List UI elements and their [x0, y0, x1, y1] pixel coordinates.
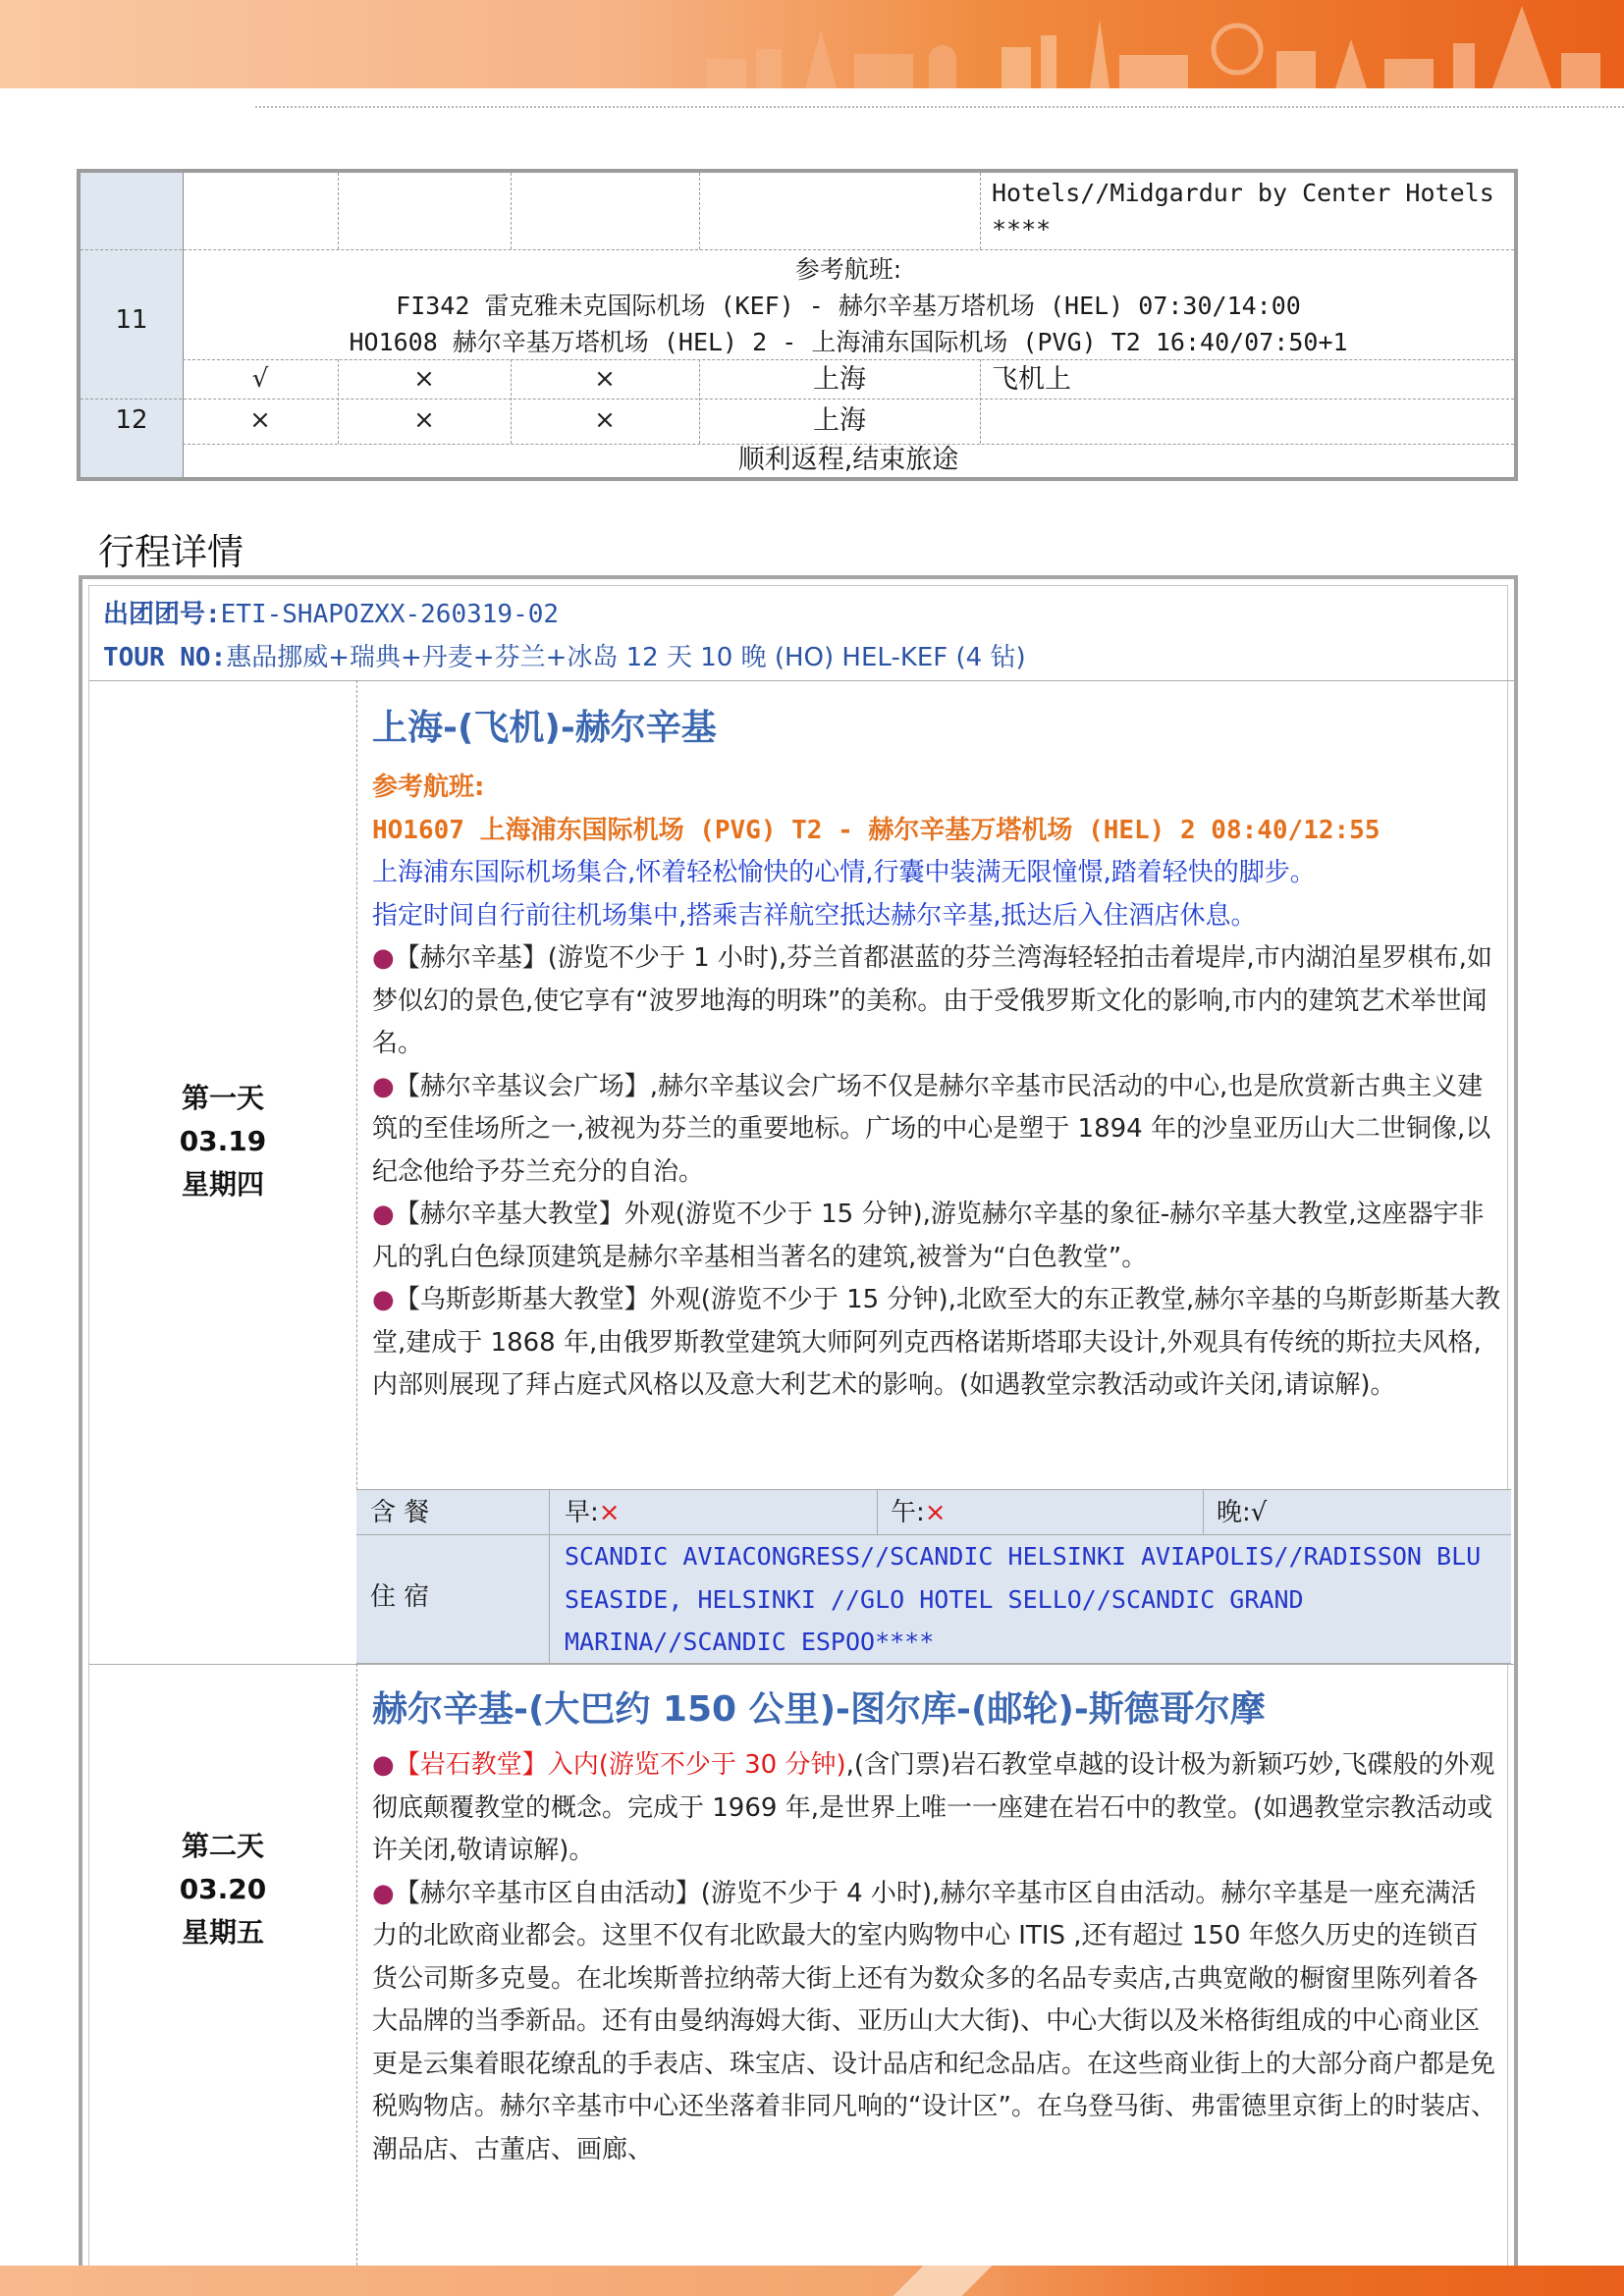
group-label: 出团团号:: [103, 600, 221, 629]
row11-hotel: 飞机上: [992, 364, 1071, 395]
row11-city: 上海: [813, 364, 866, 395]
skyline-decoration: [628, 0, 1624, 88]
day2-body: [372, 1744, 1501, 2171]
tour-name: 惠品挪威+瑞典+丹麦+芬兰+冰岛 12 天 10 晚 (HO) HEL-KEF (4 钻): [226, 643, 1026, 672]
top-row-hotel: Hotels//Midgardur by Center Hotels ****: [992, 179, 1494, 243]
tour-number-line: [103, 637, 1026, 673]
row11-flight2: HO1608 赫尔辛基万塔机场 (HEL) 2 - 上海浦东国际机场 (PVG) T2 16:40/07:50+1: [349, 328, 1348, 356]
row11-lunch: ×: [413, 364, 435, 394]
breakfast: 早:×: [565, 1498, 621, 1527]
day1-attraction2: ●【赫尔辛基议会广场】,赫尔辛基议会广场不仅是赫尔辛基市民活动的中心,也是欣赏新古典主义建筑的至佳场所之一,被视为芬兰的重要地标。广场的中心是塑于 1894 年的沙皇亚历山大二世铜像,以纪念他给予芬兰充分的自治。: [372, 1071, 1491, 1187]
day1-day: 第一天: [181, 1082, 264, 1114]
day1-title: 上海-(飞机)-赫尔辛基: [372, 708, 717, 748]
day1-flight-label: 参考航班:: [372, 773, 485, 802]
day1-intro1: 上海浦东国际机场集合,怀着轻松愉快的心情,行囊中装满无限憧憬,踏着轻快的脚步。: [372, 858, 1316, 887]
group-number-line: [103, 594, 559, 630]
row12-lunch: ×: [413, 405, 435, 435]
day1-hotel-row: [356, 1534, 1511, 1664]
section-title: 行程详情: [98, 531, 244, 573]
day1-body: [372, 767, 1501, 1408]
summary-table: [77, 169, 1518, 481]
row11-flight1: FI342 雷克雅未克国际机场 (KEF) - 赫尔辛基万塔机场 (HEL) 07:30/14:00: [396, 292, 1301, 320]
day2-label: [89, 1825, 356, 1954]
day2-title: 赫尔辛基-(大巴约 150 公里)-图尔库-(邮轮)-斯德哥尔摩: [372, 1689, 1266, 1730]
day1-flight: HO1607 上海浦东国际机场 (PVG) T2 - 赫尔辛基万塔机场 (HEL) 2 08:40/12:55: [372, 815, 1380, 845]
row12-day: 12: [115, 405, 148, 435]
itinerary-panel: [79, 575, 1518, 2266]
day2-date: 03.20: [179, 1873, 267, 1905]
day1-attraction3: ●【赫尔辛基大教堂】外观(游览不少于 15 分钟),游览赫尔辛基的象征-赫尔辛基大教堂,这座器宇非凡的乳白色绿顶建筑是赫尔辛基相当著名的建筑,被誉为“白色教堂”。: [372, 1200, 1485, 1272]
day2-attraction2: ●【赫尔辛基市区自由活动】(游览不少于 4 小时),赫尔辛基市区自由活动。赫尔辛基是一座充满活力的北欧商业都会。这里不仅有北欧最大的室内购物中心 ITIS ,还有超过 150 年悠久历史的连锁百货公司斯多克曼。在北埃斯普拉纳蒂大街上还有为数众多的名品专卖店,古典宽敞的橱窗里陈列着各大品牌的当季新品。还有由曼纳海姆大街、亚历山大大街)、中心大街以及米格街组成的中心商业区更是云集着眼花缭乱的手表店、珠宝店、设计品店和纪念品店。在这些商业街上的大部分商户都是免税购物店。赫尔辛基市中心还坐落着非同凡响的“设计区”。在乌登马街、弗雷德里京街上的时装店、潮品店、古董店、画廊、: [372, 1878, 1496, 2164]
row11-breakfast: √: [251, 364, 269, 394]
row12-dinner: ×: [594, 405, 616, 435]
row12-city: 上海: [813, 405, 866, 436]
day1-attraction1: ●【赫尔辛基】(游览不少于 1 小时),芬兰首都湛蓝的芬兰湾海轻轻拍击着堤岸,市内湖泊星罗棋布,如梦似幻的景色,使它享有“波罗地海的明珠”的美称。由于受俄罗斯文化的影响,市内的建筑艺术举世闻名。: [372, 943, 1492, 1058]
lunch: 午:×: [891, 1498, 947, 1527]
meal-label: 含 餐: [370, 1498, 430, 1527]
day1-hotel-name: SCANDIC AVIACONGRESS//SCANDIC HELSINKI AVIAPOLIS//RADISSON BLU SEASIDE, HELSINKI //GLO HOTEL SELLO//SCANDIC GRAND MARINA//SCANDIC ESPOO****: [565, 1542, 1482, 1656]
day1-intro2: 指定时间自行前往机场集中,搭乘吉祥航空抵达赫尔辛基,抵达后入住酒店休息。: [372, 900, 1257, 931]
row11-flight-label: 参考航班:: [794, 255, 902, 284]
day2-day: 第二天: [181, 1830, 264, 1862]
hotel-label: 住 宿: [370, 1582, 430, 1612]
group-number: ETI-SHAPOZXX-260319-02: [220, 600, 560, 629]
day1-meals-row: [356, 1489, 1511, 1535]
row11-dinner: ×: [594, 364, 616, 394]
row12-note: 顺利返程,结束旅途: [737, 445, 959, 475]
day1-date: 03.19: [179, 1125, 267, 1157]
day2-attraction1: ●【岩石教堂】入内(游览不少于 30 分钟),(含门票)岩石教堂卓越的设计极为新颖巧妙,飞碟般的外观彻底颠覆教堂的概念。完成于 1969 年,是世界上唯一一座建在岩石中的教堂。(如遇教堂宗教活动或许关闭,敬请谅解)。: [372, 1750, 1495, 1865]
row11-day: 11: [115, 305, 148, 335]
day1-attraction4: ●【乌斯彭斯基大教堂】外观(游览不少于 15 分钟),北欧至大的东正教堂,赫尔辛基的乌斯彭斯基大教堂,建成于 1868 年,由俄罗斯教堂建筑大师阿列克西格诺斯塔耶夫设计,外观具有传统的斯拉夫风格,内部则展现了拜占庭式风格以及意大利艺术的影响。(如遇教堂宗教活动或许关闭,请谅解)。: [372, 1285, 1501, 1400]
dinner: 晚:√: [1217, 1498, 1268, 1527]
day1-label: [89, 1077, 356, 1206]
header-rule: [255, 106, 1624, 108]
row12-breakfast: ×: [249, 405, 271, 435]
footer-banner: [0, 2266, 1624, 2296]
day1-weekday: 星期四: [181, 1168, 264, 1201]
tour-label: TOUR NO:: [103, 643, 227, 672]
day2-weekday: 星期五: [181, 1916, 264, 1949]
